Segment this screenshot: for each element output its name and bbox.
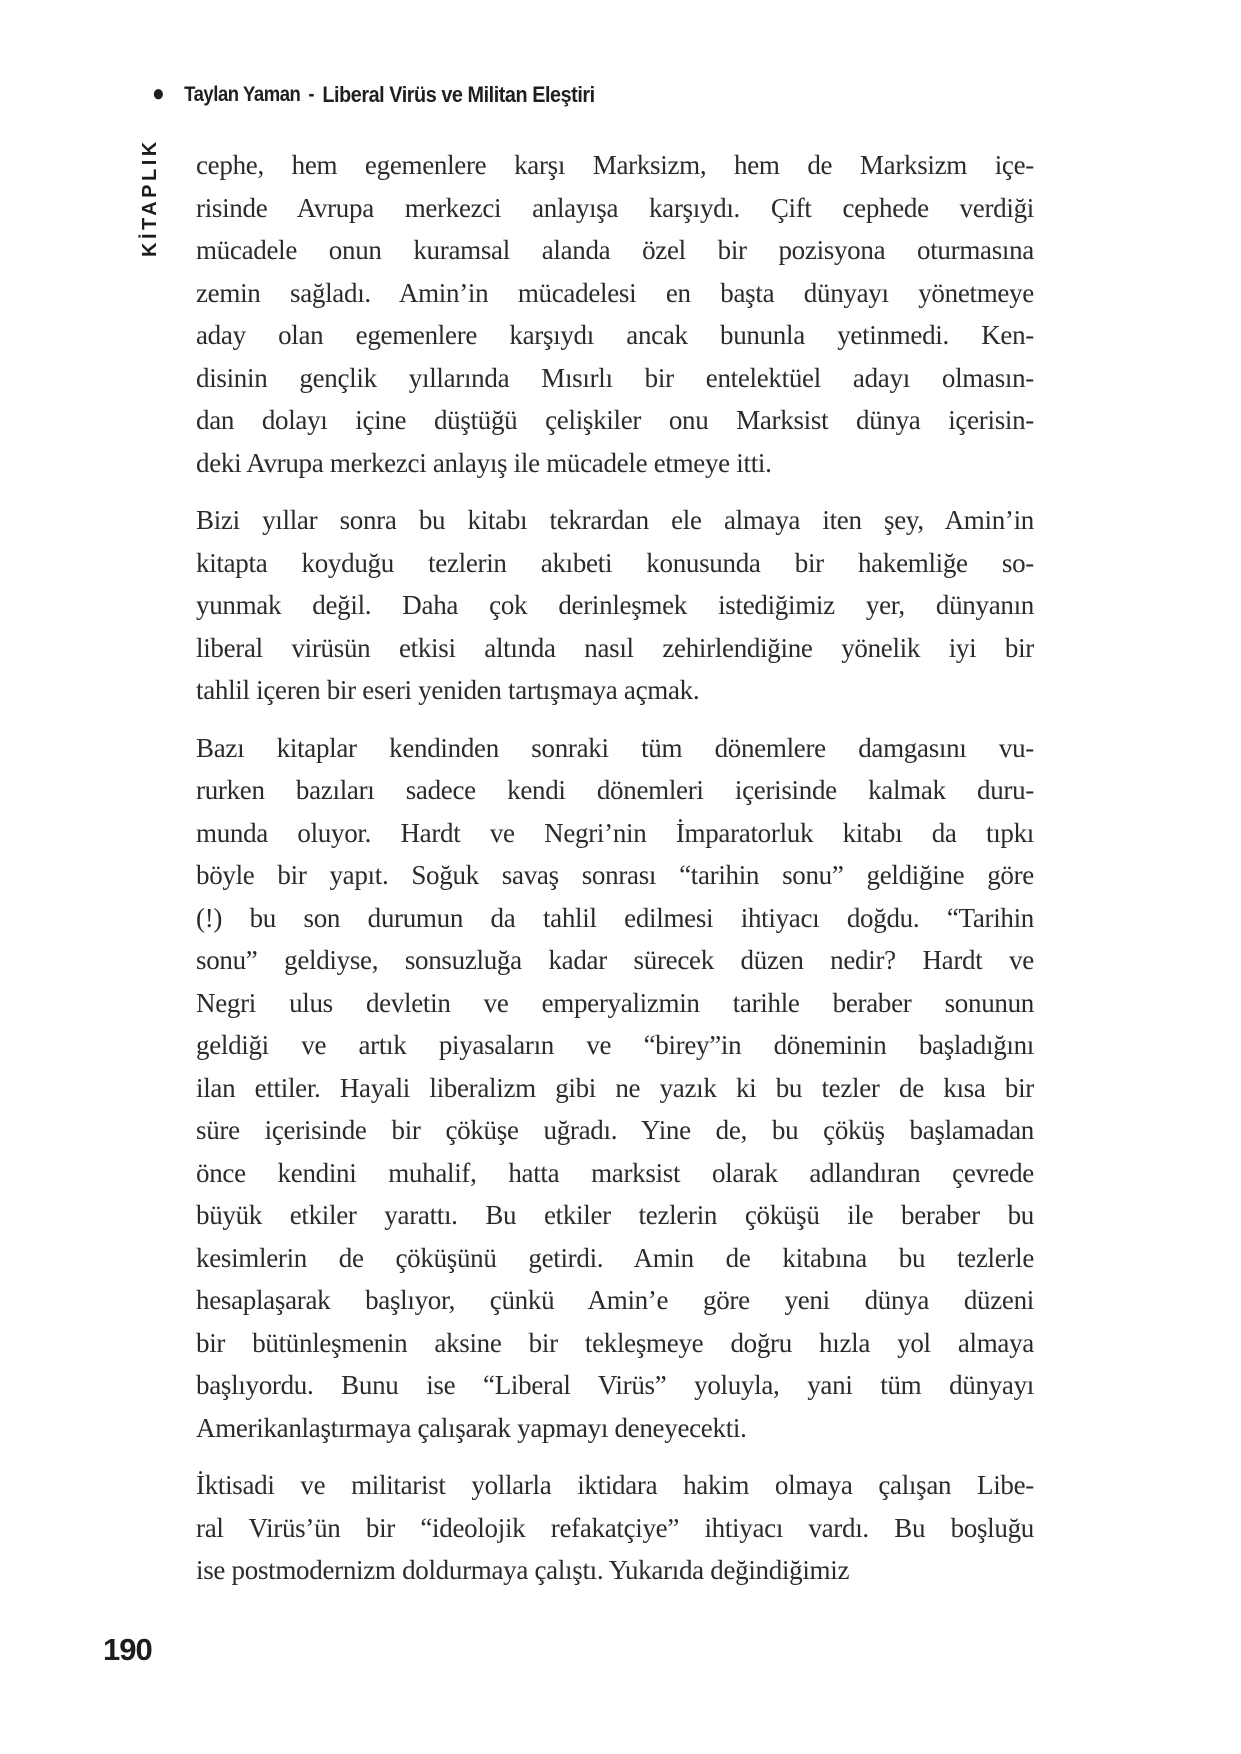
header-book-title: Liberal Virüs ve Militan Eleştiri: [322, 82, 595, 107]
text-line: bir bütünleşmenin aksine bir tekleşmeye doğru hızla yol almaya: [196, 1327, 1034, 1358]
text-line: munda oluyor. Hardt ve Negri’nin İmparatorluk kitabı da tıpkı: [196, 817, 1034, 848]
text-line: büyük etkiler yarattı. Bu etkiler tezlerin çöküşü ile beraber bu: [196, 1200, 1034, 1230]
text-line: rurken bazıları sadece kendi dönemleri içerisinde kalmak duru-: [196, 775, 1034, 805]
text-line: ral Virüs’ün bir “ideolojik refakatçiye” ihtiyacı vardı. Bu boşluğu: [196, 1512, 1034, 1543]
text-line: cephe, hem egemenlere karşı Marksizm, hem de Marksizm içe-: [196, 150, 1034, 180]
text-line: geldiği ve artık piyasaların ve “birey”in döneminin başladığını: [196, 1030, 1034, 1060]
text-line: kesimlerin de çöküşünü getirdi. Amin de kitabına bu tezlerle: [196, 1242, 1034, 1273]
text-line: Amerikanlaştırmaya çalışarak yapmayı deneyecekti.: [196, 1412, 747, 1443]
text-line: Bizi yıllar sonra bu kitabı tekrardan ele almaya iten şey, Amin’in: [196, 505, 1034, 535]
text-line: disinin gençlik yıllarında Mısırlı bir entelektüel adayı olmasın-: [196, 362, 1034, 393]
text-line: önce kendini muhalif, hatta marksist olarak adlandıran çevrede: [196, 1157, 1034, 1188]
header-separator: -: [308, 83, 315, 106]
page-number: 190: [103, 1632, 152, 1667]
text-line: İktisadi ve militarist yollarla iktidara hakim olmaya çalışan Libe-: [196, 1470, 1034, 1500]
text-line: ise postmodernizm doldurmaya çalıştı. Yukarıda değindiğimiz: [196, 1555, 850, 1585]
paragraph: [196, 727, 1034, 1450]
text-line: risinde Avrupa merkezci anlayışa karşıydı. Çift cephede verdiği: [196, 192, 1034, 223]
text-line: dan dolayı içine düştüğü çelişkiler onu Marksist dünya içerisin-: [196, 405, 1034, 435]
text-line: böyle bir yapıt. Soğuk savaş sonrası “tarihin sonu” geldiğine göre: [196, 860, 1034, 890]
text-line: süre içerisinde bir çöküşe uğradı. Yine de, bu çöküş başlamadan: [196, 1115, 1034, 1145]
text-line: yunmak değil. Daha çok derinleşmek istediğimiz yer, dünyanın: [196, 590, 1034, 620]
text-line: liberal virüsün etkisi altında nasıl zehirlendiğine yönelik iyi bir: [196, 632, 1034, 663]
text-line: aday olan egemenlere karşıydı ancak bununla yetinmedi. Ken-: [196, 320, 1034, 350]
text-line: sonu” geldiyse, sonsuzluğa kadar sürecek düzen nedir? Hardt ve: [196, 945, 1034, 975]
body-text: [196, 144, 1034, 1592]
section-label-vertical: KİTAPLIK: [139, 138, 161, 257]
paragraph: [196, 144, 1034, 484]
bullet-icon: ●: [152, 80, 165, 107]
text-line: Bazı kitaplar kendinden sonraki tüm dönemlere damgasını vu-: [196, 732, 1034, 763]
paragraph: [196, 499, 1034, 712]
text-line: hesaplaşarak başlıyor, çünkü Amin’e göre yeni dünya düzeni: [196, 1285, 1034, 1315]
paragraph: [196, 1464, 1034, 1592]
text-line: zemin sağladı. Amin’in mücadelesi en başta dünyayı yönetmeye: [196, 277, 1034, 308]
text-line: deki Avrupa merkezci anlayış ile mücadele etmeye itti.: [196, 447, 772, 478]
text-line: (!) bu son durumun da tahlil edilmesi ihtiyacı doğdu. “Tarihin: [196, 902, 1034, 933]
text-line: başlıyordu. Bunu ise “Liberal Virüs” yoluyla, yani tüm dünyayı: [196, 1370, 1034, 1400]
text-line: kitapta koyduğu tezlerin akıbeti konusunda bir hakemliğe so-: [196, 547, 1034, 578]
page-header: [152, 82, 595, 108]
text-line: tahlil içeren bir eseri yeniden tartışmaya açmak.: [196, 675, 700, 705]
text-line: Negri ulus devletin ve emperyalizmin tarihle beraber sonunun: [196, 987, 1034, 1018]
text-line: mücadele onun kuramsal alanda özel bir pozisyona oturmasına: [196, 235, 1034, 265]
header-author: Taylan Yaman: [184, 83, 301, 106]
text-line: ilan ettiler. Hayali liberalizm gibi ne yazık ki bu tezler de kısa bir: [196, 1072, 1034, 1103]
